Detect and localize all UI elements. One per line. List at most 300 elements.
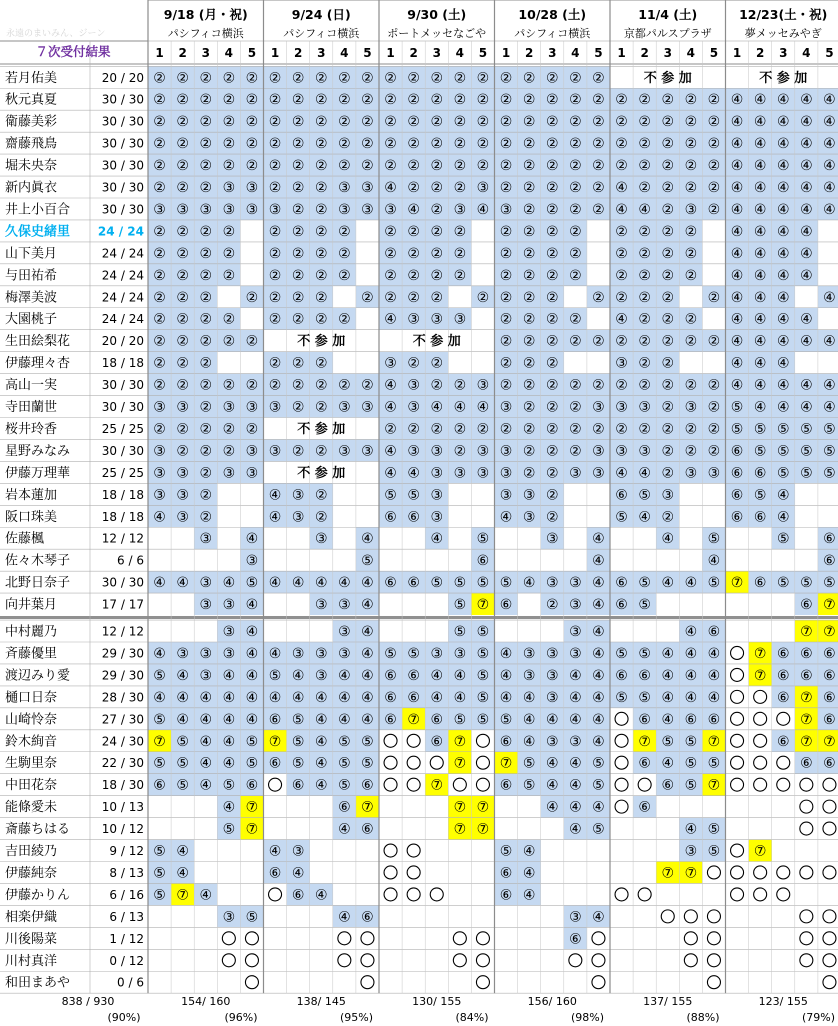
slot-mark: ④ — [338, 909, 351, 926]
open-circle-mark — [684, 932, 697, 945]
slot-mark: ⑥ — [499, 865, 513, 882]
slot-mark: ② — [199, 158, 213, 175]
slot-mark: ⑦ — [638, 733, 651, 750]
member-ratio: 24 / 24 — [101, 268, 144, 283]
member-name: 伊藤万理華 — [5, 465, 71, 481]
member-name: 伊藤純奈 — [5, 865, 58, 881]
slot-mark: ⑦ — [361, 799, 374, 816]
slot-mark: ⑤ — [453, 597, 467, 614]
slot-mark: ② — [153, 289, 166, 306]
slot-mark: ⑤ — [592, 777, 605, 794]
slot-mark: ② — [684, 223, 698, 240]
slot-mark: ② — [338, 377, 351, 394]
footer-event-ratio: 123/ 155 — [758, 995, 808, 1008]
slot-mark: ③ — [430, 443, 444, 460]
slot-mark: ⑥ — [823, 755, 836, 772]
open-circle-mark — [245, 976, 258, 989]
slot-mark: ④ — [453, 399, 467, 416]
open-circle-mark — [384, 734, 397, 747]
slot-mark: ② — [361, 70, 374, 87]
slot-mark: ② — [338, 70, 351, 87]
slot-mark: ⑥ — [730, 487, 744, 504]
slot-mark: ④ — [338, 575, 351, 592]
slot-mark: ② — [222, 245, 236, 262]
slot-mark: ④ — [361, 624, 374, 641]
slot-mark: ② — [499, 311, 513, 328]
slot-mark: ⑤ — [684, 777, 698, 794]
open-circle-mark — [800, 932, 813, 945]
member-name: 梅澤美波 — [5, 290, 58, 306]
slot-mark: ⑦ — [800, 711, 813, 728]
slot-mark: ③ — [545, 689, 559, 706]
page-title: ７次受付結果 — [35, 44, 111, 59]
slot-mark: ④ — [361, 575, 374, 592]
slot-mark: ② — [338, 311, 351, 328]
slot-mark: ③ — [222, 201, 236, 218]
slot-mark: ② — [338, 245, 351, 262]
slot-mark: ⑥ — [569, 931, 582, 948]
slot-mark: ② — [545, 136, 559, 153]
slot-mark: ② — [453, 136, 467, 153]
slot-mark: ③ — [522, 509, 536, 526]
slot-mark: ② — [199, 355, 213, 372]
slot-mark: ② — [499, 289, 513, 306]
member-name: 新内眞衣 — [5, 180, 58, 196]
slot-mark: ② — [153, 114, 166, 131]
open-circle-mark — [754, 756, 767, 769]
slot-mark: ② — [522, 201, 536, 218]
slot-mark: ③ — [291, 843, 305, 860]
slot-mark: ⑥ — [499, 597, 513, 614]
slot-mark: ② — [199, 289, 213, 306]
slot-mark: ⑥ — [291, 777, 305, 794]
member-ratio: 20 / 20 — [101, 70, 144, 85]
slot-mark: ④ — [592, 799, 605, 816]
slot-mark: ④ — [222, 733, 236, 750]
slot-mark: ④ — [753, 267, 767, 284]
slot-mark: ⑥ — [730, 509, 744, 526]
slot-mark: ② — [314, 136, 328, 153]
slot-mark: ④ — [430, 667, 444, 684]
slot-mark: ⑥ — [407, 689, 420, 706]
slot-mark: ② — [407, 289, 420, 306]
slot-mark: ④ — [522, 733, 536, 750]
slot-mark: ⑤ — [407, 645, 420, 662]
slot-mark: ④ — [638, 201, 651, 218]
slot-mark: ③ — [176, 399, 189, 416]
member-name: 阪口珠美 — [5, 509, 58, 525]
slot-mark: ② — [222, 158, 236, 175]
footer-event-ratio: 138/ 145 — [296, 995, 346, 1008]
slot-mark: ② — [545, 289, 559, 306]
slot-mark: ④ — [753, 333, 767, 350]
member-ratio: 24 / 30 — [101, 734, 144, 749]
slot-mark: ② — [384, 136, 397, 153]
slot-mark: ② — [430, 114, 444, 131]
slot-mark: ② — [222, 267, 236, 284]
slot-mark: ⑥ — [615, 667, 628, 684]
member-ratio: 18 / 18 — [101, 487, 144, 502]
slot-mark: ⑦ — [453, 733, 467, 750]
open-circle-mark — [823, 866, 836, 879]
slot-mark: ② — [407, 180, 420, 197]
slot-mark: ④ — [199, 755, 213, 772]
slot-mark: ④ — [499, 645, 513, 662]
slot-mark: ③ — [268, 399, 282, 416]
slot-number: 5 — [594, 46, 603, 60]
open-circle-mark — [476, 932, 489, 945]
member-name: 生駒里奈 — [5, 756, 58, 772]
slot-mark: ⑥ — [707, 624, 721, 641]
slot-mark: ② — [153, 180, 166, 197]
slot-mark: ④ — [707, 689, 721, 706]
slot-mark: ② — [707, 333, 721, 350]
slot-mark: ② — [545, 443, 559, 460]
slot-mark: ② — [291, 311, 305, 328]
slot-mark: ④ — [800, 377, 813, 394]
slot-mark: ② — [661, 158, 675, 175]
slot-number: 4 — [686, 46, 696, 60]
slot-mark: ④ — [314, 689, 328, 706]
open-circle-mark — [476, 778, 489, 791]
slot-mark: ④ — [776, 289, 790, 306]
slot-mark: ② — [153, 70, 166, 87]
open-circle-mark — [800, 822, 813, 835]
slot-mark: ③ — [268, 443, 282, 460]
slot-mark: ② — [638, 267, 651, 284]
member-name: 佐藤楓 — [5, 531, 45, 547]
slot-mark: ② — [430, 377, 444, 394]
slot-mark: ② — [499, 92, 513, 109]
slot-number: 4 — [571, 46, 580, 60]
open-circle-mark — [361, 976, 374, 989]
slot-mark: ④ — [569, 667, 582, 684]
slot-mark: ④ — [684, 575, 698, 592]
slot-mark: ② — [684, 421, 698, 438]
slot-mark: ② — [453, 421, 467, 438]
slot-mark: ② — [476, 114, 490, 131]
slot-mark: ③ — [153, 443, 166, 460]
slot-mark: ② — [499, 421, 513, 438]
slot-mark: ③ — [199, 575, 213, 592]
slot-mark: ② — [545, 180, 559, 197]
open-circle-mark — [384, 866, 397, 879]
slot-mark: ④ — [753, 355, 767, 372]
slot-mark: ⑦ — [800, 624, 813, 641]
slot-mark: ③ — [453, 465, 467, 482]
member-name: 相楽伊織 — [5, 909, 58, 925]
slot-mark: ④ — [776, 136, 790, 153]
footer-event-pct: (84%) — [455, 1011, 489, 1024]
slot-mark: ③ — [522, 487, 536, 504]
slot-mark: ② — [291, 377, 305, 394]
slot-number: 1 — [155, 46, 164, 60]
slot-mark: ③ — [545, 667, 559, 684]
slot-number: 1 — [617, 46, 626, 60]
slot-mark: ④ — [753, 223, 767, 240]
slot-mark: ② — [545, 92, 559, 109]
slot-mark: ⑥ — [153, 777, 166, 794]
slot-number: 5 — [247, 46, 257, 60]
slot-mark: ② — [684, 136, 698, 153]
event-venue: パシフィコ横浜 — [283, 27, 360, 40]
slot-mark: ④ — [776, 399, 790, 416]
slot-mark: ④ — [661, 689, 675, 706]
slot-mark: ③ — [638, 399, 651, 416]
slot-mark: ④ — [800, 223, 813, 240]
slot-mark: ⑥ — [776, 645, 790, 662]
slot-mark: ⑥ — [638, 711, 651, 728]
slot-mark: ② — [176, 158, 189, 175]
slot-mark: ④ — [592, 909, 605, 926]
slot-mark: ④ — [476, 201, 490, 218]
slot-mark: ⑤ — [476, 689, 490, 706]
slot-mark: ② — [176, 377, 189, 394]
slot-mark: ④ — [384, 465, 397, 482]
open-circle-mark — [222, 954, 235, 967]
slot-mark: ③ — [153, 465, 166, 482]
slot-mark: ② — [338, 158, 351, 175]
slot-mark: ⑤ — [615, 509, 628, 526]
slot-mark: ⑥ — [384, 667, 397, 684]
member-ratio: 18 / 18 — [101, 356, 144, 371]
slot-number: 1 — [386, 46, 395, 60]
slot-mark: ② — [615, 267, 628, 284]
slot-mark: ③ — [268, 201, 282, 218]
watermark-text: 永遠のまいみん、ジーン — [6, 29, 106, 39]
open-circle-mark — [707, 954, 720, 967]
slot-mark: ④ — [592, 624, 605, 641]
slot-mark: ④ — [268, 843, 282, 860]
member-name: 秋元真夏 — [5, 92, 58, 108]
slot-mark: ② — [199, 465, 213, 482]
slot-mark: ④ — [776, 267, 790, 284]
slot-mark: ② — [615, 377, 628, 394]
slot-mark: ③ — [499, 465, 513, 482]
slot-number: 2 — [524, 46, 534, 60]
slot-mark: ④ — [592, 597, 605, 614]
slot-mark: ④ — [753, 289, 767, 306]
slot-mark: ② — [176, 333, 189, 350]
slot-mark: ⑦ — [153, 733, 166, 750]
open-circle-mark — [800, 910, 813, 923]
open-circle-mark — [754, 712, 767, 725]
slot-mark: ② — [407, 70, 420, 87]
open-circle-mark — [453, 778, 466, 791]
slot-mark: ② — [522, 223, 536, 240]
slot-mark: ② — [499, 70, 513, 87]
member-ratio: 20 / 20 — [101, 334, 144, 349]
slot-mark: ⑦ — [407, 711, 420, 728]
slot-mark: ② — [522, 158, 536, 175]
slot-mark: ⑤ — [684, 755, 698, 772]
open-circle-mark — [615, 734, 628, 747]
slot-mark: ⑦ — [476, 597, 490, 614]
slot-mark: ③ — [361, 399, 374, 416]
slot-mark: ② — [661, 355, 675, 372]
open-circle-mark — [615, 888, 628, 901]
slot-mark: ⑤ — [776, 575, 790, 592]
slot-mark: ② — [545, 158, 559, 175]
slot-mark: ② — [569, 201, 582, 218]
slot-mark: ② — [684, 333, 698, 350]
slot-mark: ⑤ — [499, 575, 513, 592]
slot-mark: ② — [522, 355, 536, 372]
slot-mark: ③ — [222, 645, 236, 662]
slot-mark: ④ — [615, 180, 628, 197]
slot-mark: ④ — [753, 311, 767, 328]
slot-mark: ④ — [776, 333, 790, 350]
slot-mark: ② — [453, 377, 467, 394]
slot-mark: ⑥ — [384, 689, 397, 706]
slot-mark: ③ — [684, 843, 698, 860]
slot-mark: ④ — [407, 465, 420, 482]
open-circle-mark — [707, 976, 720, 989]
slot-mark: ② — [569, 245, 582, 262]
slot-mark: ② — [476, 92, 490, 109]
member-name: 樋口日奈 — [5, 690, 58, 706]
footer-event-ratio: 156/ 160 — [527, 995, 577, 1008]
slot-mark: ② — [199, 114, 213, 131]
slot-mark: ④ — [730, 158, 744, 175]
slot-mark: ④ — [569, 755, 582, 772]
member-name: 高山一実 — [5, 378, 58, 394]
slot-mark: ② — [499, 377, 513, 394]
slot-mark: ② — [545, 245, 559, 262]
slot-mark: ⑦ — [176, 887, 189, 904]
slot-mark: ④ — [684, 667, 698, 684]
slot-mark: ② — [569, 158, 582, 175]
member-name: 齋藤飛鳥 — [5, 136, 58, 152]
slot-mark: ② — [222, 223, 236, 240]
slot-mark: ② — [615, 289, 628, 306]
slot-mark: ③ — [430, 509, 444, 526]
slot-mark: ② — [291, 267, 305, 284]
slot-mark: ③ — [499, 399, 513, 416]
slot-mark: ⑤ — [153, 755, 166, 772]
slot-mark: ⑤ — [707, 755, 721, 772]
slot-mark: ④ — [545, 711, 559, 728]
slot-mark: ② — [199, 223, 213, 240]
member-name: 生田絵梨花 — [5, 334, 71, 350]
member-name: 川後陽菜 — [5, 931, 58, 947]
open-circle-mark — [407, 866, 420, 879]
slot-mark: ⑤ — [776, 421, 790, 438]
slot-mark: ③ — [545, 645, 559, 662]
event-date: 10/28 (土) — [518, 7, 587, 22]
slot-mark: ② — [361, 289, 374, 306]
slot-mark: ② — [569, 267, 582, 284]
slot-mark: ② — [661, 92, 675, 109]
slot-mark: ③ — [430, 311, 444, 328]
member-ratio: 1 / 12 — [109, 931, 144, 946]
slot-mark: ② — [314, 92, 328, 109]
slot-mark: ③ — [615, 443, 628, 460]
slot-mark: ② — [199, 509, 213, 526]
slot-mark: ③ — [592, 443, 605, 460]
member-name: 渡辺みり愛 — [5, 668, 71, 684]
slot-mark: ⑥ — [800, 645, 813, 662]
slot-mark: ② — [268, 180, 282, 197]
slot-mark: ⑤ — [753, 421, 767, 438]
slot-mark: ② — [499, 355, 513, 372]
slot-mark: ⑤ — [361, 755, 374, 772]
slot-mark: ② — [291, 399, 305, 416]
slot-mark: ⑤ — [615, 689, 628, 706]
slot-mark: ② — [430, 355, 444, 372]
slot-mark: ④ — [153, 575, 166, 592]
slot-mark: ⑦ — [800, 733, 813, 750]
slot-mark: ② — [291, 245, 305, 262]
member-ratio: 30 / 30 — [101, 202, 144, 217]
slot-mark: ④ — [730, 245, 744, 262]
open-circle-mark — [592, 932, 605, 945]
member-name: 寺田蘭世 — [5, 400, 58, 416]
slot-mark: ② — [592, 180, 605, 197]
slot-mark: ② — [291, 92, 305, 109]
slot-mark: ⑤ — [361, 733, 374, 750]
absent-label: 不 参 加 — [297, 334, 346, 350]
slot-mark: ② — [153, 421, 166, 438]
slot-mark: ② — [569, 180, 582, 197]
slot-number: 4 — [224, 46, 234, 60]
slot-mark: ④ — [776, 487, 790, 504]
slot-mark: ⑤ — [222, 821, 236, 838]
slot-mark: ④ — [753, 158, 767, 175]
slot-mark: ③ — [707, 465, 721, 482]
slot-mark: ③ — [199, 531, 213, 548]
open-circle-mark — [407, 888, 420, 901]
open-circle-mark — [707, 932, 720, 945]
member-ratio: 25 / 25 — [101, 421, 144, 436]
slot-mark: ④ — [569, 689, 582, 706]
slot-mark: ② — [707, 180, 721, 197]
slot-mark: ③ — [222, 597, 236, 614]
slot-mark: ④ — [176, 711, 189, 728]
slot-mark: ③ — [176, 201, 189, 218]
slot-mark: ② — [522, 399, 536, 416]
slot-mark: ② — [291, 289, 305, 306]
slot-mark: ④ — [268, 509, 282, 526]
slot-mark: ② — [707, 377, 721, 394]
slot-mark: ⑥ — [384, 711, 397, 728]
slot-mark: ⑦ — [823, 733, 836, 750]
slot-mark: ④ — [800, 267, 813, 284]
slot-mark: ④ — [730, 114, 744, 131]
slot-mark: ④ — [707, 645, 721, 662]
slot-number: 4 — [802, 46, 811, 60]
slot-mark: ② — [384, 223, 397, 240]
slot-mark: ④ — [753, 377, 767, 394]
member-ratio: 30 / 30 — [101, 114, 144, 129]
slot-mark: ③ — [199, 667, 213, 684]
slot-mark: ② — [245, 377, 259, 394]
slot-mark: ③ — [384, 355, 397, 372]
slot-mark: ④ — [268, 575, 282, 592]
slot-mark: ② — [384, 245, 397, 262]
slot-number: 1 — [501, 46, 511, 60]
open-circle-mark — [777, 778, 790, 791]
open-circle-mark — [361, 932, 374, 945]
slot-mark: ⑤ — [153, 843, 166, 860]
open-circle-mark — [731, 778, 744, 791]
slot-mark: ③ — [430, 487, 444, 504]
slot-mark: ② — [384, 267, 397, 284]
slot-mark: ② — [522, 245, 536, 262]
slot-mark: ③ — [499, 487, 513, 504]
slot-mark: ② — [338, 136, 351, 153]
slot-mark: ④ — [499, 689, 513, 706]
